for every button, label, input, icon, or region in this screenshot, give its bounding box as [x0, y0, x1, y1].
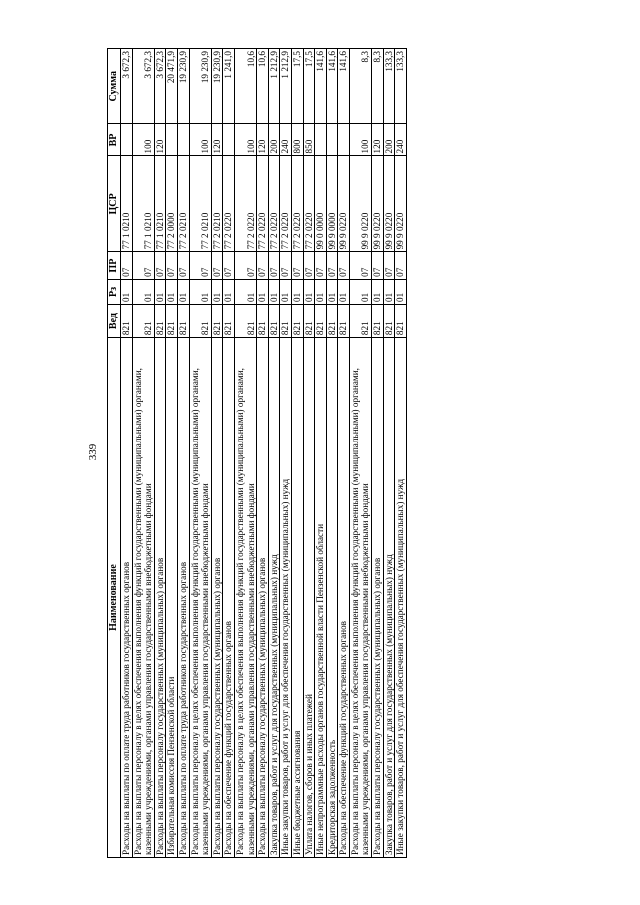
cell-csr: 77 2 0220: [223, 156, 235, 252]
cell-sum: 3 672,3: [121, 49, 133, 124]
cell-name: Расходы на выплаты персоналу в целях обеспечения выполнения функций государственными (муниципальными) органами, казенными учреждениями, органами управления государственными внебюджетными фондами: [132, 338, 154, 858]
cell-pr: 07: [349, 252, 371, 279]
cell-name: Иные непрограммные расходы органов государственной власти Пензенской области: [315, 338, 327, 858]
cell-csr: 77 1 0210: [132, 156, 154, 252]
cell-rz: 01: [166, 279, 178, 304]
cell-ved: 821: [268, 304, 280, 337]
cell-vr: [338, 124, 350, 156]
cell-name: Расходы на выплаты по оплате труда работников государственных органов: [121, 338, 133, 858]
cell-rz: 01: [132, 279, 154, 304]
cell-ved: 821: [395, 304, 407, 337]
cell-name: Кредиторская задолженность: [326, 338, 338, 858]
cell-rz: 01: [349, 279, 371, 304]
cell-ved: 821: [315, 304, 327, 337]
cell-sum: 3 672,3: [154, 49, 166, 124]
cell-rz: 01: [338, 279, 350, 304]
cell-csr: 77 2 0220: [234, 156, 256, 252]
cell-pr: 07: [223, 252, 235, 279]
header-name: Наименование: [108, 338, 121, 858]
cell-pr: 07: [326, 252, 338, 279]
cell-vr: 100: [234, 124, 256, 156]
cell-rz: 01: [303, 279, 315, 304]
cell-ved: 821: [234, 304, 256, 337]
cell-vr: [177, 124, 189, 156]
cell-ved: 821: [383, 304, 395, 337]
cell-sum: 19 230,9: [177, 49, 189, 124]
cell-name: Расходы на выплаты персоналу государственных (муниципальных) органов: [154, 338, 166, 858]
cell-ved: 821: [177, 304, 189, 337]
cell-rz: 01: [395, 279, 407, 304]
cell-csr: 77 2 0210: [189, 156, 211, 252]
cell-name: Избирательная комиссия Пензенской области: [166, 338, 178, 858]
cell-sum: 20 471,9: [166, 49, 178, 124]
cell-pr: 07: [211, 252, 223, 279]
table-row: [280, 49, 292, 858]
cell-sum: 8,3: [349, 49, 371, 124]
cell-csr: 99 9 0220: [349, 156, 371, 252]
cell-vr: [315, 124, 327, 156]
table-row: [166, 49, 178, 858]
header-csr: ЦСР: [108, 156, 121, 252]
table-row: [223, 49, 235, 858]
cell-rz: 01: [154, 279, 166, 304]
cell-sum: 133,3: [395, 49, 407, 124]
cell-rz: 01: [326, 279, 338, 304]
cell-ved: 821: [223, 304, 235, 337]
cell-csr: 77 2 0220: [303, 156, 315, 252]
cell-sum: 17,5: [291, 49, 303, 124]
cell-ved: 821: [189, 304, 211, 337]
cell-vr: [121, 124, 133, 156]
cell-vr: 120: [257, 124, 269, 156]
cell-vr: 120: [372, 124, 384, 156]
table-row: [383, 49, 395, 858]
header-sum: Сумма: [108, 49, 121, 124]
page-number: 339: [87, 443, 99, 461]
cell-ved: 821: [372, 304, 384, 337]
cell-csr: 77 1 0210: [121, 156, 133, 252]
table-row: [257, 49, 269, 858]
table-row: [291, 49, 303, 858]
cell-name: Расходы на обеспечение функций государственных органов: [223, 338, 235, 858]
table-row: [211, 49, 223, 858]
cell-pr: 07: [257, 252, 269, 279]
cell-pr: 07: [166, 252, 178, 279]
cell-ved: 821: [349, 304, 371, 337]
cell-rz: 01: [211, 279, 223, 304]
rotated-page: [85, 38, 555, 866]
cell-name: Уплата налогов, сборов и иных платежей: [303, 338, 315, 858]
cell-name: Закупка товаров, работ и услуг для государственных (муниципальных) нужд: [268, 338, 280, 858]
cell-sum: 17,5: [303, 49, 315, 124]
cell-csr: 77 1 0210: [154, 156, 166, 252]
cell-rz: 01: [189, 279, 211, 304]
cell-rz: 01: [280, 279, 292, 304]
cell-pr: 07: [383, 252, 395, 279]
cell-pr: 07: [154, 252, 166, 279]
table-row: [326, 49, 338, 858]
table-row: [338, 49, 350, 858]
cell-vr: 120: [154, 124, 166, 156]
cell-csr: 99 9 0220: [372, 156, 384, 252]
cell-csr: 77 2 0210: [177, 156, 189, 252]
cell-csr: 77 2 0220: [280, 156, 292, 252]
cell-rz: 01: [383, 279, 395, 304]
cell-rz: 01: [257, 279, 269, 304]
table-header-row: [108, 49, 121, 858]
table-row: [132, 49, 154, 858]
table-row: [154, 49, 166, 858]
table-row: [303, 49, 315, 858]
cell-sum: 141,6: [338, 49, 350, 124]
header-ved: Вед: [108, 304, 121, 337]
cell-vr: 200: [383, 124, 395, 156]
cell-csr: 77 2 0210: [211, 156, 223, 252]
budget-table: [107, 48, 407, 858]
cell-ved: 821: [338, 304, 350, 337]
cell-rz: 01: [223, 279, 235, 304]
cell-sum: 19 230,9: [211, 49, 223, 124]
cell-pr: 07: [189, 252, 211, 279]
cell-pr: 07: [372, 252, 384, 279]
cell-ved: 821: [257, 304, 269, 337]
cell-pr: 07: [268, 252, 280, 279]
table-row: [315, 49, 327, 858]
cell-rz: 01: [268, 279, 280, 304]
cell-name: Расходы на выплаты персоналу в целях обеспечения выполнения функций государственными (муниципальными) органами, казенными учреждениями, органами управления государственными внебюджетными фондами: [349, 338, 371, 858]
cell-rz: 01: [177, 279, 189, 304]
table-body: [121, 49, 407, 858]
cell-name: Закупка товаров, работ и услуг для государственных (муниципальных) нужд: [383, 338, 395, 858]
cell-vr: 100: [132, 124, 154, 156]
cell-pr: 07: [234, 252, 256, 279]
header-rz: Рз: [108, 279, 121, 304]
cell-rz: 01: [291, 279, 303, 304]
table-row: [177, 49, 189, 858]
cell-sum: 1 241,0: [223, 49, 235, 124]
cell-rz: 01: [372, 279, 384, 304]
table-row: [234, 49, 256, 858]
table-row: [372, 49, 384, 858]
cell-pr: 07: [338, 252, 350, 279]
table-row: [349, 49, 371, 858]
table-row: [395, 49, 407, 858]
cell-sum: 19 230,9: [189, 49, 211, 124]
cell-csr: 77 2 0220: [257, 156, 269, 252]
cell-ved: 821: [154, 304, 166, 337]
cell-vr: [223, 124, 235, 156]
cell-name: Иные бюджетные ассигнования: [291, 338, 303, 858]
cell-vr: 100: [349, 124, 371, 156]
cell-sum: 1 212,9: [268, 49, 280, 124]
cell-name: Расходы на выплаты персоналу в целях обеспечения выполнения функций государственными (муниципальными) органами, казенными учреждениями, органами управления государственными внебюджетными фондами: [189, 338, 211, 858]
cell-csr: 77 2 0220: [291, 156, 303, 252]
cell-ved: 821: [121, 304, 133, 337]
table-row: [189, 49, 211, 858]
cell-vr: 100: [189, 124, 211, 156]
cell-sum: 3 672,3: [132, 49, 154, 124]
cell-csr: 99 9 0220: [395, 156, 407, 252]
cell-rz: 01: [234, 279, 256, 304]
cell-pr: 07: [315, 252, 327, 279]
cell-ved: 821: [291, 304, 303, 337]
cell-ved: 821: [132, 304, 154, 337]
cell-vr: [166, 124, 178, 156]
cell-vr: 120: [211, 124, 223, 156]
cell-name: Иные закупки товаров, работ и услуг для обеспечения государственных (муниципальных) нужд: [395, 338, 407, 858]
cell-csr: 77 2 0220: [268, 156, 280, 252]
cell-pr: 07: [395, 252, 407, 279]
cell-vr: 240: [395, 124, 407, 156]
cell-name: Иные закупки товаров, работ и услуг для обеспечения государственных (муниципальных) нужд: [280, 338, 292, 858]
cell-csr: 99 9 0000: [326, 156, 338, 252]
table-row: [121, 49, 133, 858]
cell-sum: 133,3: [383, 49, 395, 124]
cell-ved: 821: [211, 304, 223, 337]
cell-csr: 99 9 0220: [383, 156, 395, 252]
cell-pr: 07: [132, 252, 154, 279]
cell-sum: 8,3: [372, 49, 384, 124]
cell-name: Расходы на обеспечение функций государственных органов: [338, 338, 350, 858]
cell-vr: 240: [280, 124, 292, 156]
cell-ved: 821: [326, 304, 338, 337]
cell-vr: [326, 124, 338, 156]
cell-pr: 07: [280, 252, 292, 279]
cell-vr: 200: [268, 124, 280, 156]
cell-vr: 800: [291, 124, 303, 156]
cell-csr: 77 2 0000: [166, 156, 178, 252]
cell-sum: 10,6: [257, 49, 269, 124]
cell-pr: 07: [291, 252, 303, 279]
cell-ved: 821: [166, 304, 178, 337]
cell-pr: 07: [303, 252, 315, 279]
cell-name: Расходы на выплаты персоналу в целях обеспечения выполнения функций государственными (муниципальными) органами, казенными учреждениями, органами управления государственными внебюджетными фондами: [234, 338, 256, 858]
cell-ved: 821: [280, 304, 292, 337]
cell-sum: 141,6: [315, 49, 327, 124]
cell-pr: 07: [177, 252, 189, 279]
cell-sum: 1 212,9: [280, 49, 292, 124]
header-pr: ПР: [108, 252, 121, 279]
cell-csr: 99 9 0220: [338, 156, 350, 252]
cell-csr: 99 0 0000: [315, 156, 327, 252]
cell-vr: 850: [303, 124, 315, 156]
cell-name: Расходы на выплаты персоналу государственных (муниципальных) органов: [372, 338, 384, 858]
cell-sum: 141,6: [326, 49, 338, 124]
cell-name: Расходы на выплаты персоналу государственных (муниципальных) органов: [211, 338, 223, 858]
cell-name: Расходы на выплаты по оплате труда работников государственных органов: [177, 338, 189, 858]
cell-rz: 01: [121, 279, 133, 304]
cell-rz: 01: [315, 279, 327, 304]
cell-sum: 10,6: [234, 49, 256, 124]
cell-ved: 821: [303, 304, 315, 337]
header-vr: ВР: [108, 124, 121, 156]
cell-pr: 07: [121, 252, 133, 279]
table-row: [268, 49, 280, 858]
cell-name: Расходы на выплаты персоналу государственных (муниципальных) органов: [257, 338, 269, 858]
